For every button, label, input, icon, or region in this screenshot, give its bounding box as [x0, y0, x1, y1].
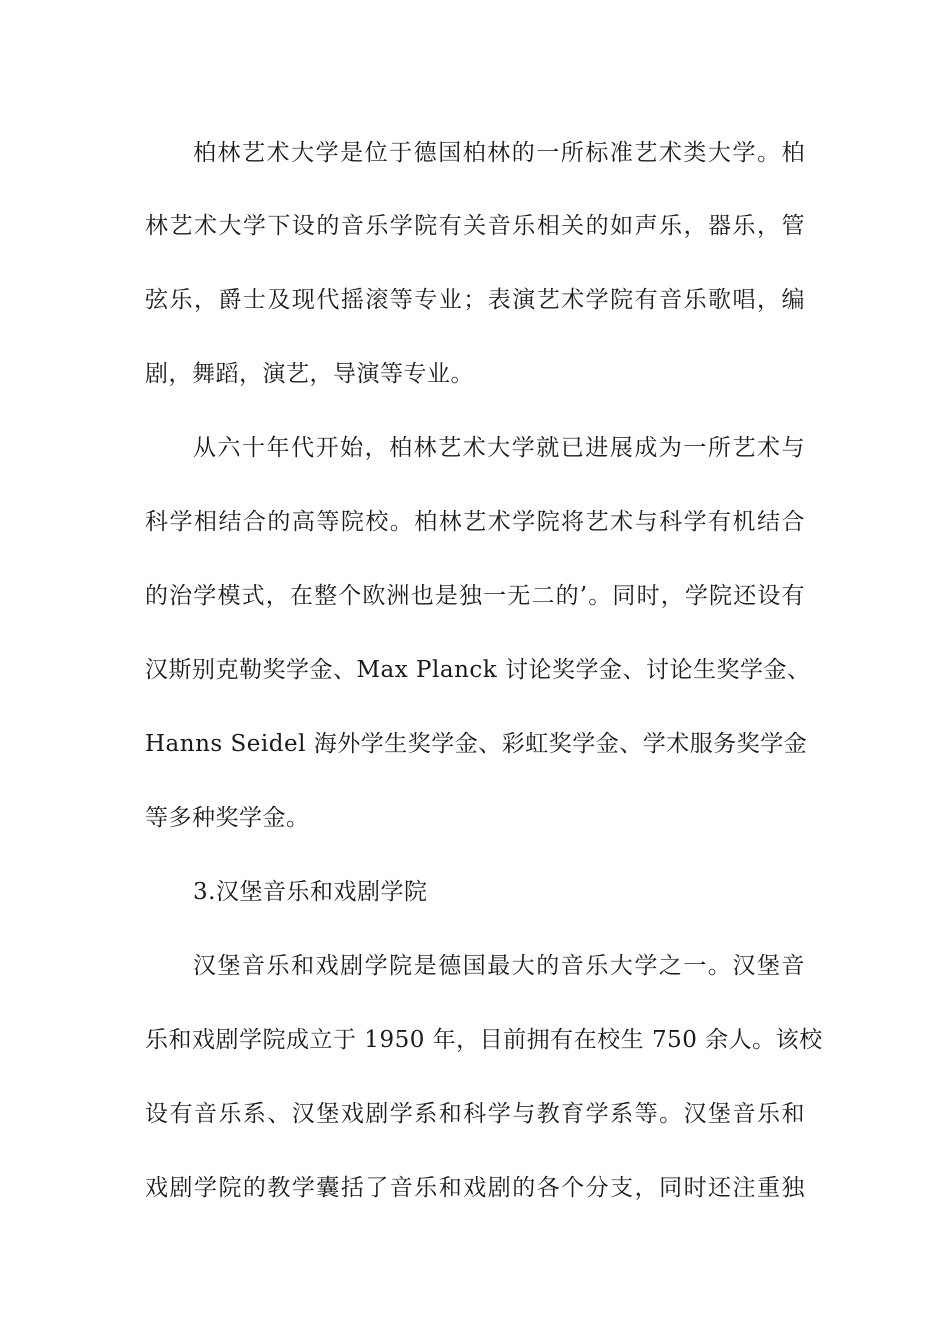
paragraph-line: 剧，舞蹈，演艺，导演等专业。: [145, 361, 474, 387]
paragraph-line: 的治学模式，在整个欧洲也是独一无二的’。同时，学院还设有: [145, 583, 805, 609]
paragraph-line: 从六十年代开始，柏林艺术大学就已进展成为一所艺术与: [193, 435, 805, 461]
paragraph-line: 乐和戏剧学院成立于 1950 年，目前拥有在校生 750 余人。该校: [145, 1027, 823, 1053]
paragraph-line: 戏剧学院的教学囊括了音乐和戏剧的各个分支，同时还注重独: [145, 1175, 805, 1201]
paragraph-line: 弦乐，爵士及现代摇滚等专业；表演艺术学院有音乐歌唱，编: [145, 287, 805, 313]
paragraph-line: 科学相结合的高等院校。柏林艺术学院将艺术与科学有机结合: [145, 509, 805, 535]
section-heading: 3.汉堡音乐和戏剧学院: [193, 879, 428, 905]
paragraph-line: Hanns Seidel 海外学生奖学金、彩虹奖学金、学术服务奖学金: [145, 731, 808, 757]
paragraph-line: 林艺术大学下设的音乐学院有关音乐相关的如声乐，器乐，管: [145, 213, 805, 239]
paragraph-line: 汉斯别克勒奖学金、Max Planck 讨论奖学金、讨论生奖学金、: [145, 657, 811, 683]
paragraph-line: 设有音乐系、汉堡戏剧学系和科学与教育学系等。汉堡音乐和: [145, 1101, 805, 1127]
paragraph-line: 等多种奖学金。: [145, 805, 310, 831]
paragraph-line: 汉堡音乐和戏剧学院是德国最大的音乐大学之一。汉堡音: [193, 953, 805, 979]
paragraph-line: 柏林艺术大学是位于德国柏林的一所标准艺术类大学。柏: [193, 140, 805, 166]
